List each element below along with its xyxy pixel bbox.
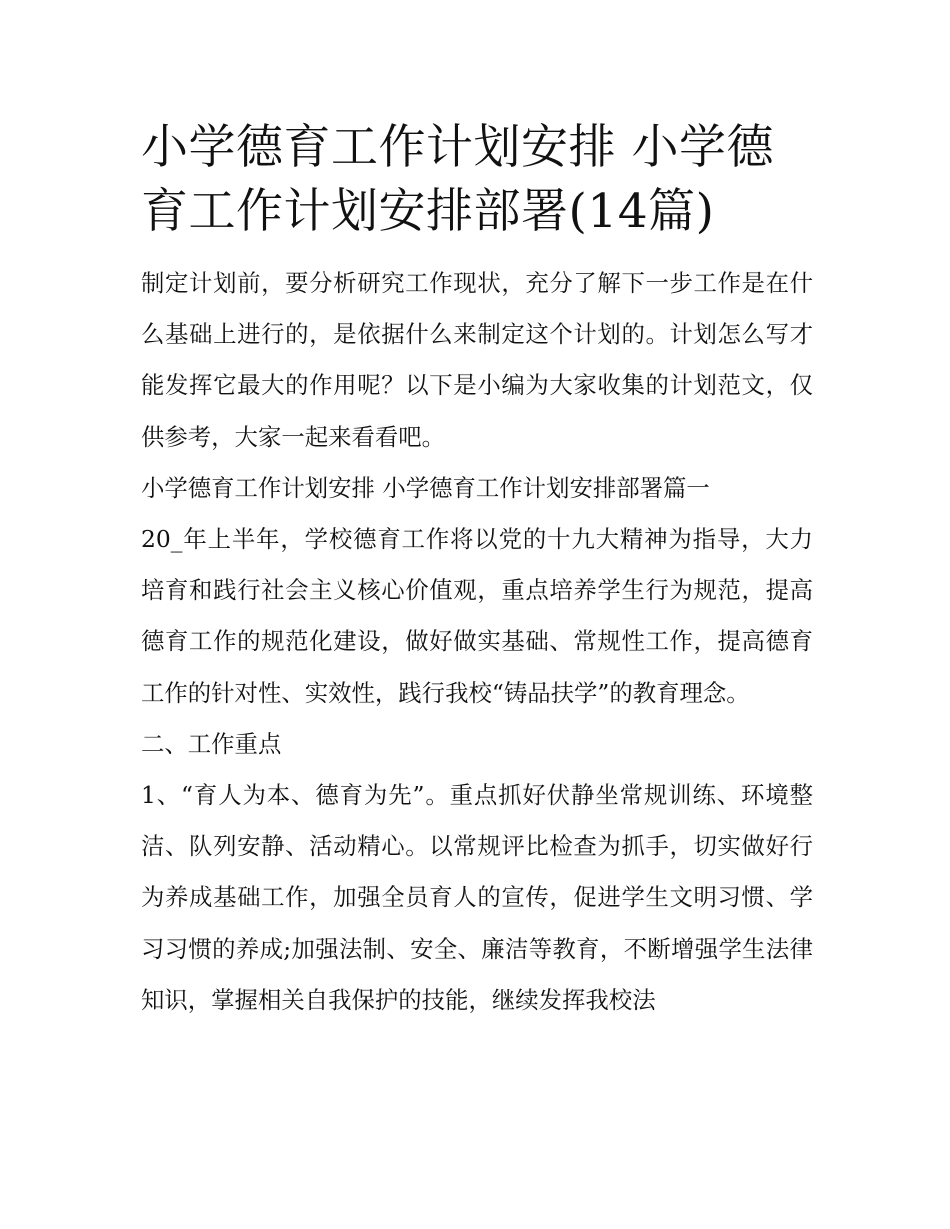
section-heading: 小学德育工作计划安排 小学德育工作计划安排部署篇一 [141,473,710,502]
document-title: 小学德育工作计划安排 小学德育工作计划安排部署(14篇) [141,120,774,239]
document-body [141,116,813,1026]
work-focus-heading: 二、工作重点 [141,729,282,758]
body-paragraph: 1、“育人为本、德育为先”。重点抓好伏静坐常规训练、环境整洁、队列安静、活动精心。以常规评比检查为抓手，切实做好行为养成基础工作，加强全员育人的宣传，促进学生文明习惯、学习习惯的养成;加强法制、安全、廉洁等教育，不断增强学生法律知识，掌握相关自我保护的技能，继续发挥我校法 [141,781,813,1014]
body-paragraph: 20_年上半年，学校德育工作将以党的十九大精神为指导，大力培育和践行社会主义核心价值观，重点培养学生行为规范，提高德育工作的规范化建设，做好做实基础、常规性工作，提高德育工作的针对性、实效性，践行我校“铸品扶学”的教育理念。 [141,525,813,707]
intro-paragraph: 制定计划前，要分析研究工作现状，充分了解下一步工作是在什么基础上进行的，是依据什么来制定这个计划的。计划怎么写才能发挥它最大的作用呢？以下是小编为大家收集的计划范文，仅供参考，大家一起来看看吧。 [141,269,813,451]
